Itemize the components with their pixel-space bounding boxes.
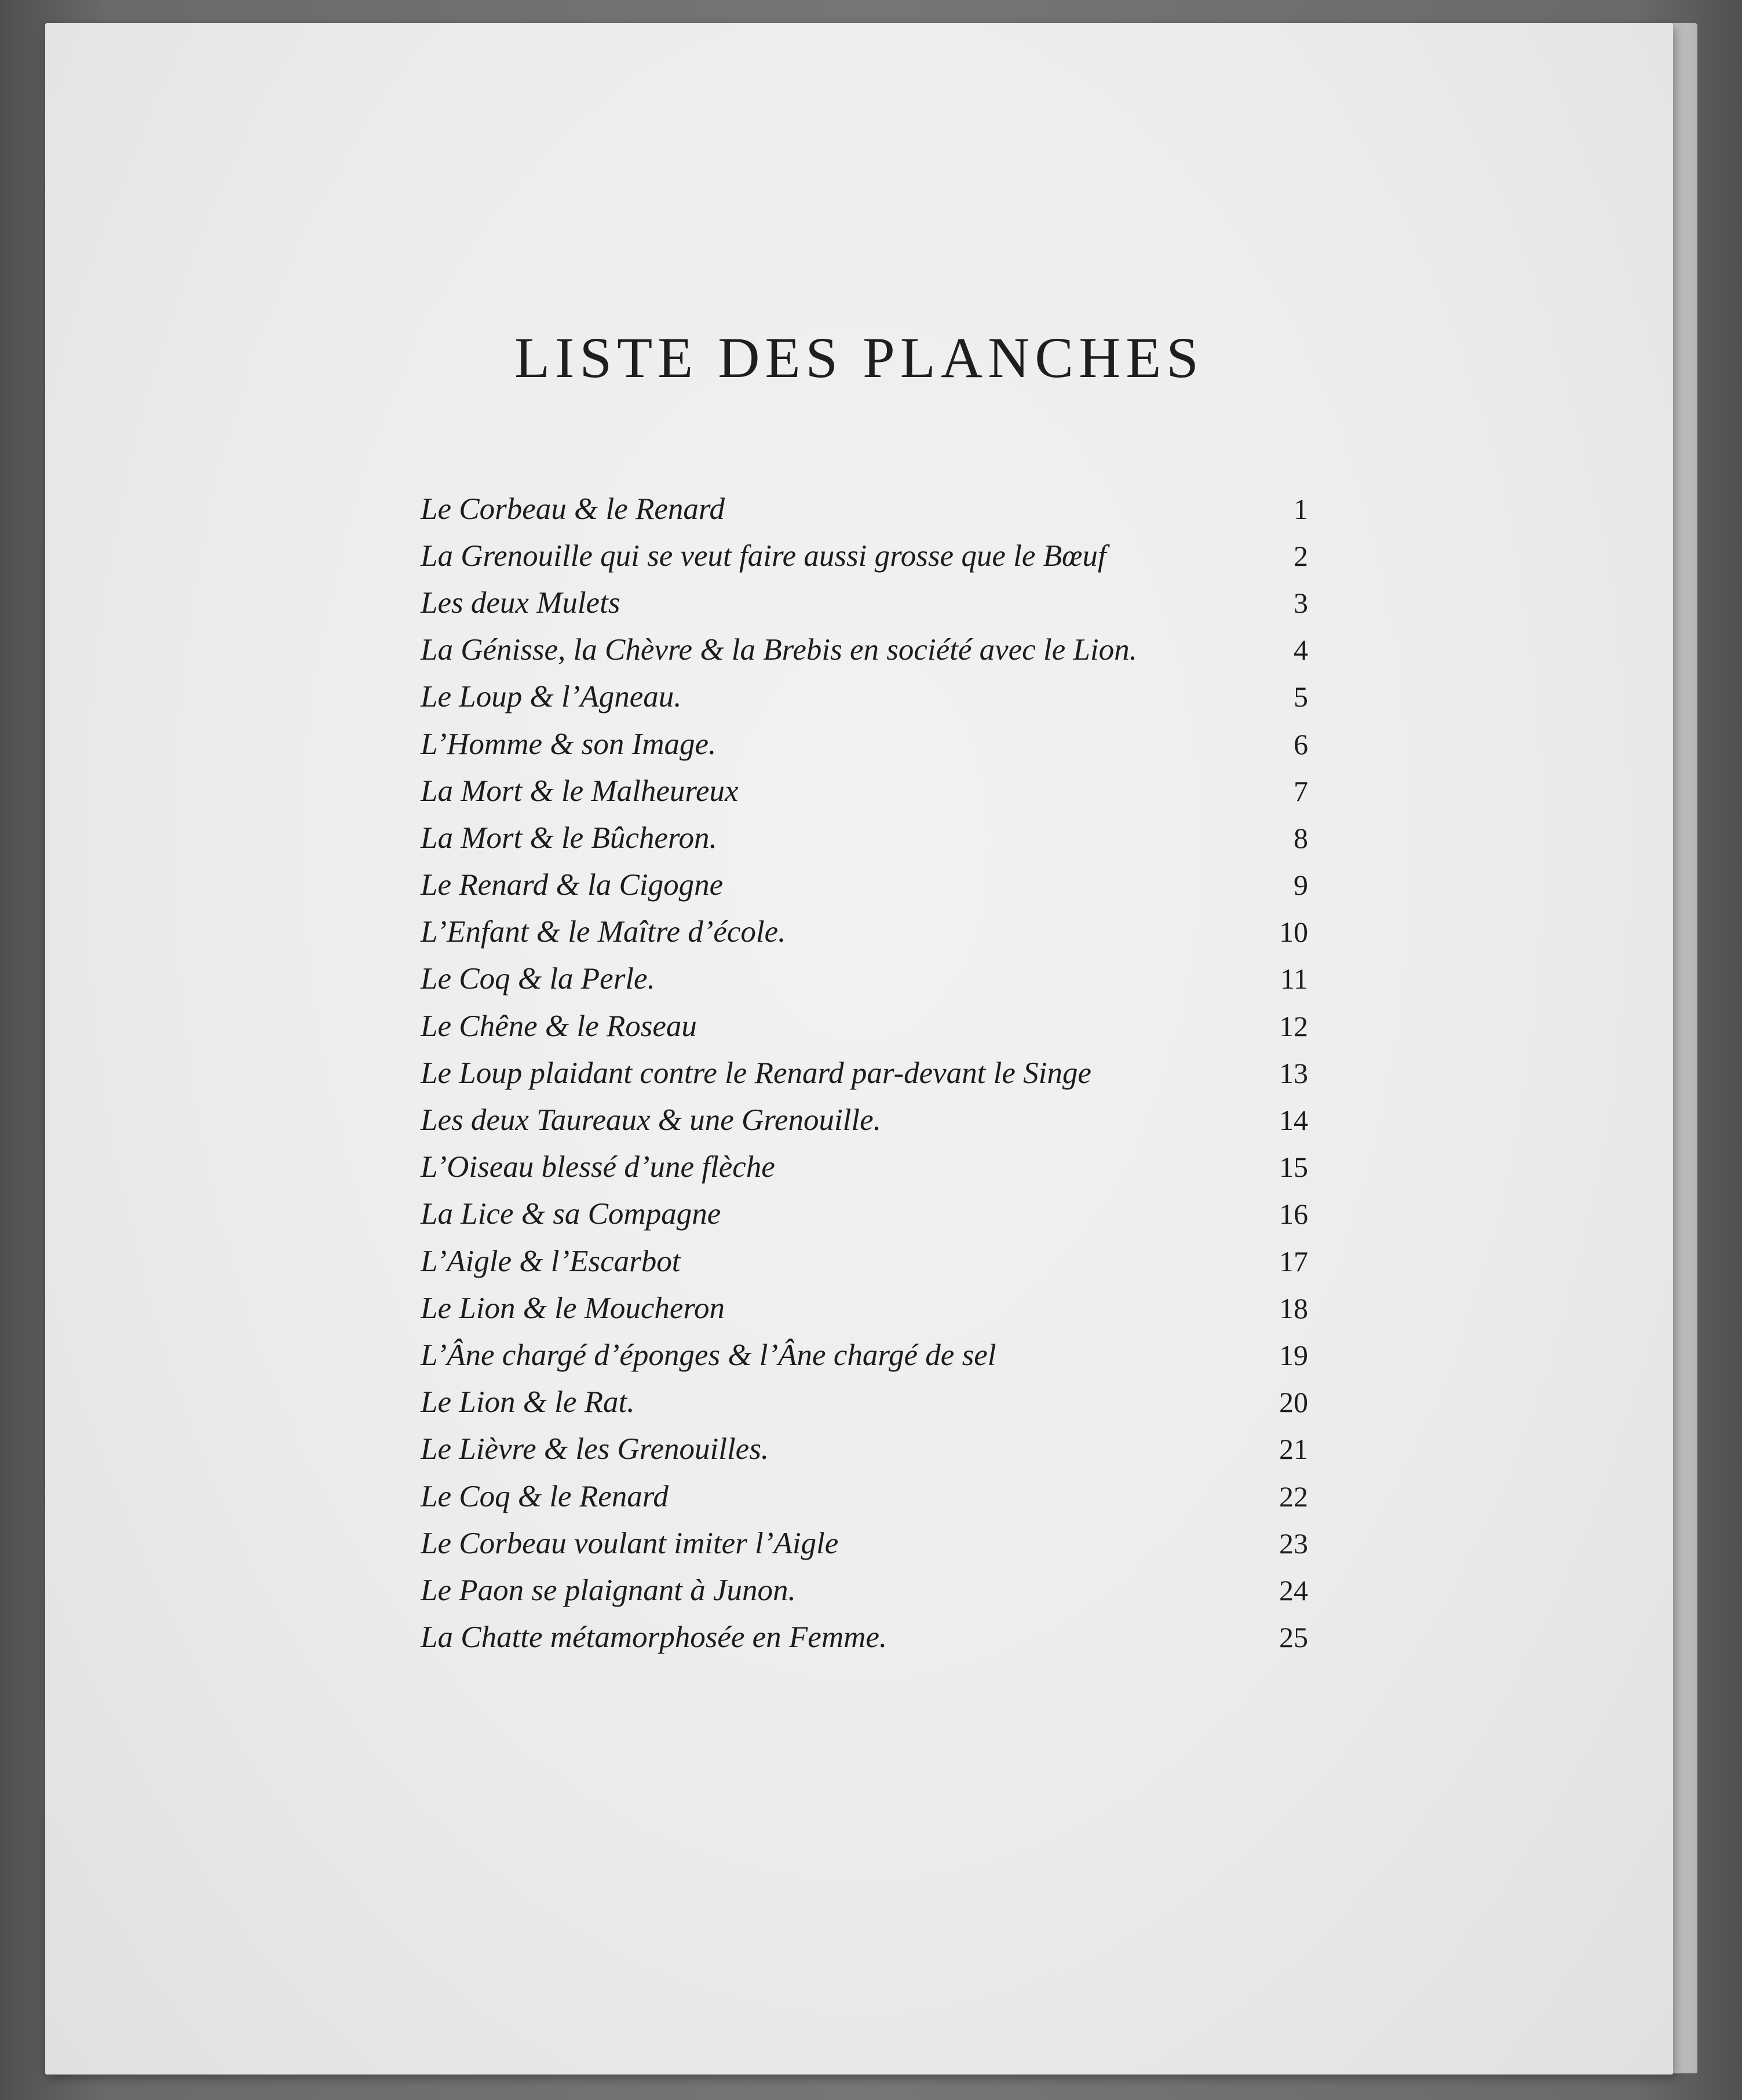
plate-title: Le Corbeau & le Renard [421, 492, 725, 526]
plate-title: Le Renard & la Cigogne [421, 868, 724, 902]
plate-title: Le Loup & l’Agneau. [421, 680, 682, 714]
plate-entry [421, 862, 1308, 909]
plate-entry [421, 720, 1308, 767]
plate-title: L’Oiseau blessé d’une flèche [421, 1150, 775, 1184]
plate-number: 5 [1294, 681, 1308, 714]
plate-title: L’Âne chargé d’éponges & l’Âne chargé de sel [421, 1338, 996, 1372]
plates-list [421, 485, 1308, 1661]
plate-entry [421, 956, 1308, 1003]
dot-leader [725, 727, 1262, 762]
plate-number: 20 [1279, 1386, 1308, 1419]
plate-entry [421, 1191, 1308, 1238]
dot-leader [1101, 1056, 1262, 1091]
plate-entry [421, 532, 1308, 579]
plate-entry [421, 579, 1308, 626]
plate-number: 14 [1279, 1104, 1308, 1137]
dot-leader [896, 1620, 1262, 1655]
plate-number: 3 [1294, 586, 1308, 619]
plate-title: La Mort & le Malheureux [421, 774, 739, 808]
dot-leader [689, 1244, 1262, 1279]
plate-number: 15 [1279, 1151, 1308, 1184]
dot-leader [784, 1150, 1262, 1184]
dot-leader [678, 1479, 1262, 1514]
plate-entry [421, 674, 1308, 720]
plate-entry [421, 1003, 1308, 1049]
plate-number: 4 [1294, 634, 1308, 667]
plate-title: Le Loup plaidant contre le Renard par-devant le Singe [421, 1056, 1091, 1090]
dot-leader [730, 1197, 1262, 1231]
plate-title: Le Paon se plaignant à Junon. [421, 1573, 796, 1607]
plate-number: 17 [1279, 1245, 1308, 1278]
plate-entry [421, 814, 1308, 861]
plate-title: Le Lion & le Rat. [421, 1385, 635, 1419]
plate-entry [421, 1049, 1308, 1096]
plate-number: 22 [1279, 1480, 1308, 1513]
plate-entry [421, 767, 1308, 814]
plate-entry [421, 1567, 1308, 1614]
plate-title: L’Homme & son Image. [421, 727, 717, 761]
dot-leader [848, 1526, 1262, 1561]
plate-number: 11 [1280, 963, 1308, 996]
plate-entry [421, 485, 1308, 532]
plate-title: La Génisse, la Chèvre & la Brebis en société avec le Lion. [421, 633, 1137, 667]
paper-sheet [45, 23, 1673, 2075]
plate-entry [421, 1285, 1308, 1331]
plate-number: 19 [1279, 1338, 1308, 1371]
plate-title: Le Lion & le Moucheron [421, 1291, 725, 1325]
plate-number: 23 [1279, 1527, 1308, 1560]
plate-entry [421, 1096, 1308, 1143]
dot-leader [706, 1009, 1262, 1044]
plate-title: Le Chêne & le Roseau [421, 1009, 697, 1043]
plate-entry [421, 909, 1308, 956]
plate-entry [421, 1379, 1308, 1426]
plate-number: 25 [1279, 1621, 1308, 1654]
plate-entry [421, 1331, 1308, 1378]
dot-leader [732, 868, 1262, 902]
plate-number: 12 [1279, 1009, 1308, 1042]
plate-title: L’Aigle & l’Escarbot [421, 1244, 681, 1278]
plate-entry [421, 1614, 1308, 1661]
plate-entry [421, 1520, 1308, 1567]
plate-title: La Lice & sa Compagne [421, 1197, 721, 1231]
plate-title: Le Lièvre & les Grenouilles. [421, 1432, 769, 1466]
plate-number: 8 [1294, 821, 1308, 854]
plate-entry [421, 627, 1308, 674]
plate-title: Les deux Mulets [421, 586, 620, 620]
plate-entry [421, 1426, 1308, 1473]
plate-number: 9 [1294, 869, 1308, 902]
plate-title: La Mort & le Bûcheron. [421, 821, 717, 855]
plate-entry [421, 1144, 1308, 1191]
plate-number: 10 [1279, 916, 1308, 949]
dot-leader [890, 1103, 1262, 1137]
dot-leader [734, 1291, 1262, 1326]
plate-title: Les deux Taureaux & une Grenouille. [421, 1103, 881, 1137]
plate-number: 13 [1279, 1056, 1308, 1089]
dot-leader [644, 1385, 1262, 1419]
dot-leader [1146, 632, 1262, 667]
plate-title: L’Enfant & le Maître d’école. [421, 915, 786, 949]
dot-leader [778, 1432, 1262, 1466]
plate-number: 7 [1294, 774, 1308, 807]
plate-entry [421, 1473, 1308, 1520]
plate-number: 21 [1279, 1433, 1308, 1466]
plate-number: 1 [1294, 492, 1308, 525]
dot-leader [1005, 1338, 1262, 1373]
plate-title: La Chatte métamorphosée en Femme. [421, 1620, 888, 1655]
dot-leader [664, 961, 1262, 996]
dot-leader [691, 679, 1262, 714]
plate-entry [421, 1238, 1308, 1285]
plate-number: 6 [1294, 727, 1308, 760]
dot-leader [734, 492, 1262, 526]
dot-leader [1116, 539, 1262, 573]
plate-number: 2 [1294, 539, 1308, 572]
plate-number: 16 [1279, 1198, 1308, 1231]
dot-leader [795, 914, 1262, 949]
dot-leader [805, 1573, 1262, 1608]
dot-leader [748, 774, 1262, 808]
dot-leader [726, 821, 1262, 855]
plate-title: Le Coq & le Renard [421, 1479, 669, 1513]
plate-number: 18 [1279, 1292, 1308, 1325]
plate-title: La Grenouille qui se veut faire aussi grosse que le Bœuf [421, 539, 1106, 573]
plate-number: 24 [1279, 1574, 1308, 1607]
plate-title: Le Corbeau voulant imiter l’Aigle [421, 1526, 839, 1560]
page-title: LISTE DES PLANCHES [514, 325, 1204, 390]
dot-leader [629, 586, 1262, 620]
plate-title: Le Coq & la Perle. [421, 962, 655, 996]
